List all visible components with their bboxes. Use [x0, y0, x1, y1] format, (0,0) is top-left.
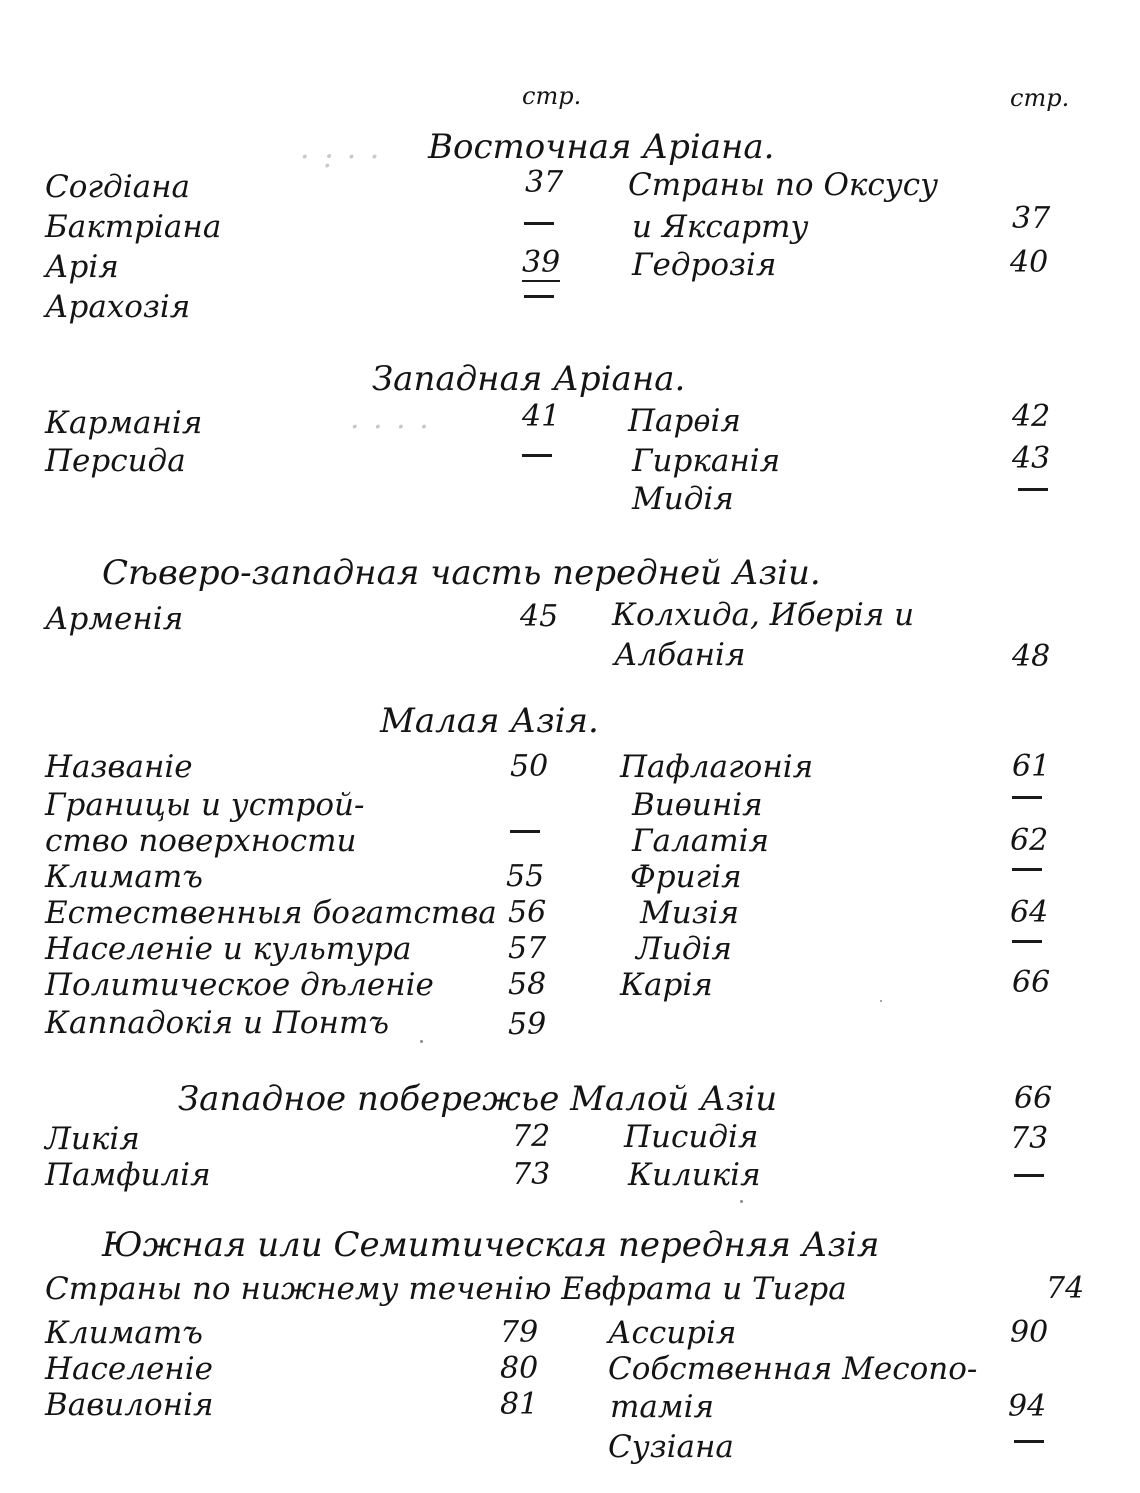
section-page: 74: [1046, 1271, 1085, 1306]
entry-page: 72: [512, 1119, 551, 1154]
entry-page: 66: [1012, 965, 1051, 1000]
entry-page: 64: [1010, 895, 1049, 930]
ditto-dash: [1014, 1440, 1044, 1443]
entry-page: 61: [1012, 749, 1051, 784]
entry-page: 62: [1010, 823, 1049, 858]
entry-name: Парѳія: [628, 403, 741, 439]
ditto-dash: [524, 295, 554, 298]
entry-name: Виѳинія: [632, 787, 763, 823]
entry-page: 41: [522, 399, 561, 434]
entry-name: Бактріана: [45, 209, 222, 245]
entry-name: Карія: [620, 967, 713, 1003]
entry-page: 81: [500, 1387, 539, 1422]
section-page: 66: [1014, 1081, 1053, 1116]
entry-name: Албанія: [614, 637, 746, 673]
ditto-dash: [524, 222, 554, 225]
entry-page: 73: [1010, 1121, 1049, 1156]
entry-page: 42: [1012, 399, 1051, 434]
entry-name: Населеніе и культура: [45, 931, 412, 967]
entry-name: Ассирія: [608, 1315, 737, 1351]
ditto-dash: [510, 830, 540, 833]
entry-name: Названіе: [45, 749, 193, 785]
section-title-asia-minor: Малая Азія.: [380, 701, 599, 741]
page-underline: [522, 280, 560, 282]
ditto-dash: [1012, 868, 1042, 871]
bleed-through-mark: · : · ·: [300, 140, 382, 175]
entry-page: 43: [1012, 441, 1051, 476]
entry-page: 37: [525, 165, 564, 200]
entry-name: Арменія: [45, 601, 184, 637]
entry-name: Согдіана: [45, 169, 190, 205]
entry-name: Сузіана: [608, 1429, 734, 1465]
entry-name: Гирканія: [632, 443, 781, 479]
entry-page: 45: [520, 599, 559, 634]
entry-name: Фригія: [630, 859, 742, 895]
entry-name: Вавилонія: [45, 1387, 214, 1423]
scan-speck: [740, 1200, 743, 1203]
entry-name: ство поверхности: [45, 823, 357, 859]
entry-name: Мизія: [640, 895, 740, 931]
entry-name: Ликія: [45, 1121, 140, 1157]
entry-page: 39: [522, 245, 561, 280]
page-column-header-left: стр.: [522, 82, 582, 110]
entry-page: 55: [506, 859, 545, 894]
entry-page: 50: [510, 749, 549, 784]
entry-name: Страны по Оксусу: [628, 167, 939, 203]
entry-name: Климатъ: [45, 859, 203, 895]
entry-name: Политическое дѣленіе: [45, 967, 434, 1003]
entry-page: 48: [1012, 639, 1051, 674]
ditto-dash: [522, 454, 552, 457]
entry-name: Персида: [45, 443, 186, 479]
entry-page: 94: [1008, 1389, 1047, 1424]
entry-name: Арія: [45, 249, 119, 285]
ditto-dash: [1012, 940, 1042, 943]
entry-name: Границы и устрой-: [45, 787, 365, 823]
entry-page: 59: [508, 1007, 547, 1042]
entry-name: Естественныя богатства: [45, 895, 497, 931]
entry-name: Лидія: [636, 931, 732, 967]
entry-page: 90: [1010, 1315, 1049, 1350]
scan-speck: [880, 1000, 882, 1002]
entry-name: Собственная Месопо-: [608, 1351, 978, 1387]
entry-name: Гедрозія: [632, 247, 777, 283]
entry-name: Мидія: [632, 481, 734, 517]
entry-page: 58: [508, 967, 547, 1002]
entry-name: Климатъ: [45, 1315, 203, 1351]
entry-page: 37: [1012, 201, 1051, 236]
entry-name: Киликія: [628, 1157, 761, 1193]
entry-page: 57: [508, 931, 547, 966]
section-title-west-coast: Западное побережье Малой Азіи: [178, 1079, 778, 1119]
ditto-dash: [1012, 796, 1042, 799]
entry-name: тамія: [610, 1389, 715, 1425]
ditto-dash: [1014, 1174, 1044, 1177]
scan-speck: [420, 1040, 423, 1043]
entry-name: Пафлагонія: [620, 749, 814, 785]
section-title-eastern-ariana: Восточная Аріана.: [428, 127, 775, 167]
bleed-through-mark: · · · ·: [350, 410, 431, 445]
page-column-header-right: стр.: [1010, 84, 1070, 112]
entry-page: 79: [500, 1315, 539, 1350]
ditto-dash: [1018, 488, 1048, 491]
entry-page: 40: [1010, 245, 1049, 280]
entry-page: 80: [500, 1351, 539, 1386]
entry-name: Каппадокія и Понтъ: [45, 1005, 389, 1041]
entry-name: Карманія: [45, 405, 203, 441]
entry-page: 56: [508, 895, 547, 930]
section-title-semitic-asia: Южная или Семитическая передняя Азія: [102, 1225, 880, 1265]
entry-name: и Яксарту: [632, 209, 809, 245]
entry-name: Населеніе: [45, 1351, 213, 1387]
entry-name: Галатія: [632, 823, 770, 859]
section-title-western-ariana: Западная Аріана.: [372, 359, 686, 399]
section-title-northwest-asia: Сѣверо-западная часть передней Азіи.: [102, 553, 821, 593]
entry-name: Колхида, Иберія и: [612, 597, 915, 633]
entry-name: Памфилія: [45, 1157, 211, 1193]
entry-page: 73: [512, 1157, 551, 1192]
entry-name: Писидія: [624, 1119, 759, 1155]
section-subtitle: Страны по нижнему теченію Евфрата и Тигра: [45, 1271, 847, 1307]
entry-name: Арахозія: [45, 289, 191, 325]
